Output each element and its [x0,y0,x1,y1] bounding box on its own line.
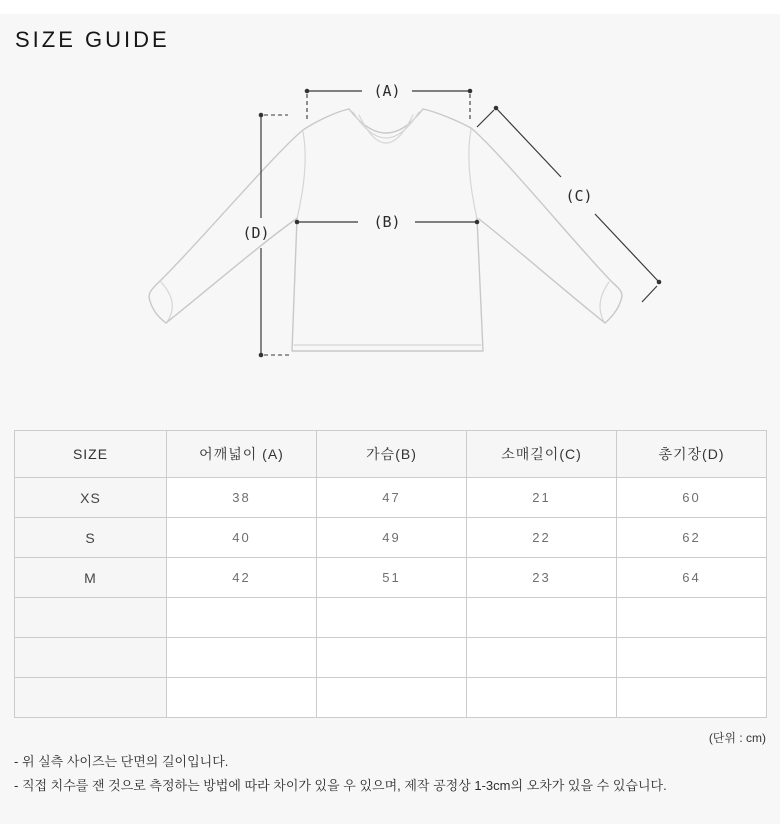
left-sleeve-outer-line [149,130,303,323]
value-cell [167,598,317,638]
left-sleeve-inner-line [166,219,296,323]
value-cell [167,638,317,678]
value-cell: 38 [167,478,317,518]
measure-label-b: (B) [373,213,401,231]
right-cuff-rib-line [600,282,609,322]
value-cell [467,638,617,678]
value-cell [617,638,767,678]
value-cell: 42 [167,558,317,598]
value-cell [617,678,767,718]
table-row-m [15,558,767,598]
table-row-empty [15,638,767,678]
size-cell: XS [15,478,167,518]
value-cell: 49 [317,518,467,558]
size-table [14,430,767,718]
size-table-header-row [15,431,767,478]
collar-outer-line [349,109,423,133]
collar-inner-line [353,112,419,138]
footnotes [14,750,667,798]
value-cell [167,678,317,718]
value-cell: 64 [617,558,767,598]
measure-line-a [305,82,473,119]
body-outline [292,218,483,351]
value-cell: 22 [467,518,617,558]
value-cell [317,638,467,678]
col-header-size: SIZE [15,431,167,478]
col-header-length: 총기장(D) [617,431,767,478]
table-row-xs [15,478,767,518]
size-cell [15,678,167,718]
value-cell [617,598,767,638]
table-row-empty [15,678,767,718]
value-cell: 40 [167,518,317,558]
footnote-line-2: - 직접 치수를 잰 것으로 측정하는 방법에 따라 차이가 있을 우 있으며, 제작 공정상 1-3cm의 오차가 있을 수 있습니다. [14,778,667,793]
right-sleeve-outer-line [471,128,622,323]
page-title: SIZE GUIDE [15,27,170,52]
right-shoulder-line [423,109,471,128]
value-cell: 60 [617,478,767,518]
col-header-chest: 가슴(B) [317,431,467,478]
value-cell: 51 [317,558,467,598]
col-header-sleeve: 소매길이(C) [467,431,617,478]
footnote-line-1: - 위 실측 사이즈는 단면의 길이입니다. [14,754,229,769]
measure-line-b [295,213,480,231]
left-cuff-rib-line [161,282,172,322]
value-cell: 47 [317,478,467,518]
size-cell [15,638,167,678]
right-sleeve-inner-line [479,219,605,323]
col-header-shoulder: 어깨넓이 (A) [167,431,317,478]
garment-measurement-diagram [0,60,780,428]
value-cell [317,598,467,638]
size-cell: M [15,558,167,598]
value-cell [467,678,617,718]
measure-label-a: (A) [373,82,401,100]
size-cell: S [15,518,167,558]
value-cell: 23 [467,558,617,598]
measure-label-d: (D) [242,224,270,242]
table-row-empty [15,598,767,638]
left-armhole-seam [297,132,305,219]
measure-line-c [477,106,661,302]
size-cell [15,598,167,638]
unit-note: (단위 : cm) [708,731,766,745]
value-cell: 21 [467,478,617,518]
collar-rib-line [359,115,413,143]
left-shoulder-line [303,109,349,130]
value-cell [467,598,617,638]
right-armhole-seam [469,129,477,219]
value-cell: 62 [617,518,767,558]
value-cell [317,678,467,718]
measure-label-c: (C) [565,187,593,205]
table-row-s [15,518,767,558]
